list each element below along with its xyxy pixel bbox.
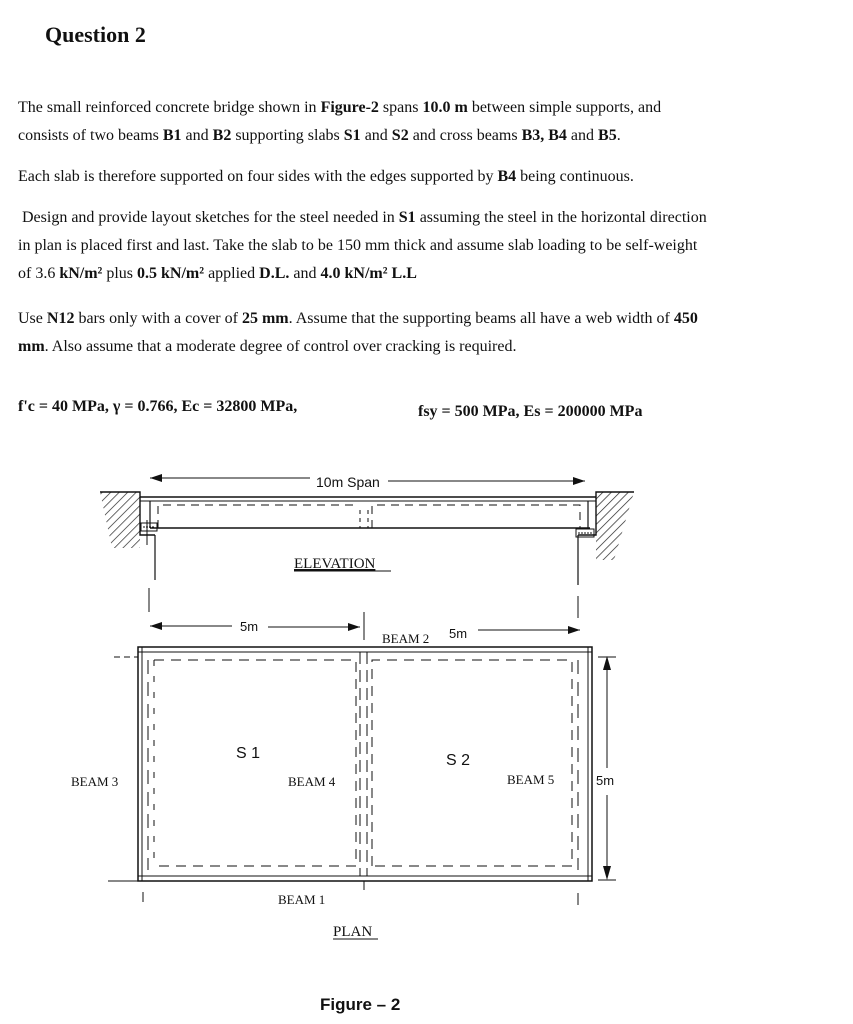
beam5-label: BEAM 5	[507, 772, 555, 787]
paragraph-1: The small reinforced concrete bridge shown in Figure-2 spans 10.0 m between simple supports, and consists of two beams B1 and B2 supporting slabs S1 and S2 and cross beams B3, B4 and B5.	[18, 99, 662, 144]
question-title: Question 2	[45, 22, 146, 47]
figure-caption: Figure – 2	[320, 995, 401, 1014]
plan-outline	[138, 647, 592, 881]
dim-5m-vertical: 5m	[596, 773, 615, 788]
right-abutment	[596, 492, 634, 560]
dim-5m-right: 5m	[449, 626, 468, 641]
dim-5m-left: 5m	[240, 619, 259, 634]
left-abutment	[100, 492, 140, 548]
paragraph-4: Use N12 bars only with a cover of 25 mm. Assume that the supporting beams all have a web width of 450 mm. Also assume that a moderate degree of control over cracking is required.	[18, 310, 698, 355]
paragraph-2: Each slab is therefore supported on four sides with the edges supported by B4 being continuous.	[18, 168, 634, 185]
elevation-label: ELEVATION	[294, 556, 376, 572]
beam2-label: BEAM 2	[382, 631, 430, 646]
material-properties-left: f'c = 40 MPa, γ = 0.766, Ec = 32800 MPa,	[18, 398, 298, 415]
material-properties-right: fsy = 500 MPa, Es = 200000 MPa	[418, 403, 643, 420]
slab-s2-label: S 2	[446, 752, 471, 769]
beam4-label: BEAM 4	[288, 774, 336, 789]
beam3-label: BEAM 3	[71, 774, 119, 789]
elevation-drawing	[100, 474, 634, 585]
plan-drawing	[71, 588, 616, 940]
slab-s1-label: S 1	[236, 745, 261, 762]
span-label: 10m Span	[316, 474, 380, 490]
paragraph-3: Design and provide layout sketches for the steel needed in S1 assuming the steel in the horizontal direction in plan is placed first and last. Take the slab to be 150 mm thick and assume slab loading to be self-weight of 3.6 kN/m² plus 0.5 kN/m² applied D.L. and 4.0 kN/m² L.L	[18, 209, 707, 282]
plan-label: PLAN	[333, 924, 373, 940]
beam1-label: BEAM 1	[278, 892, 326, 907]
